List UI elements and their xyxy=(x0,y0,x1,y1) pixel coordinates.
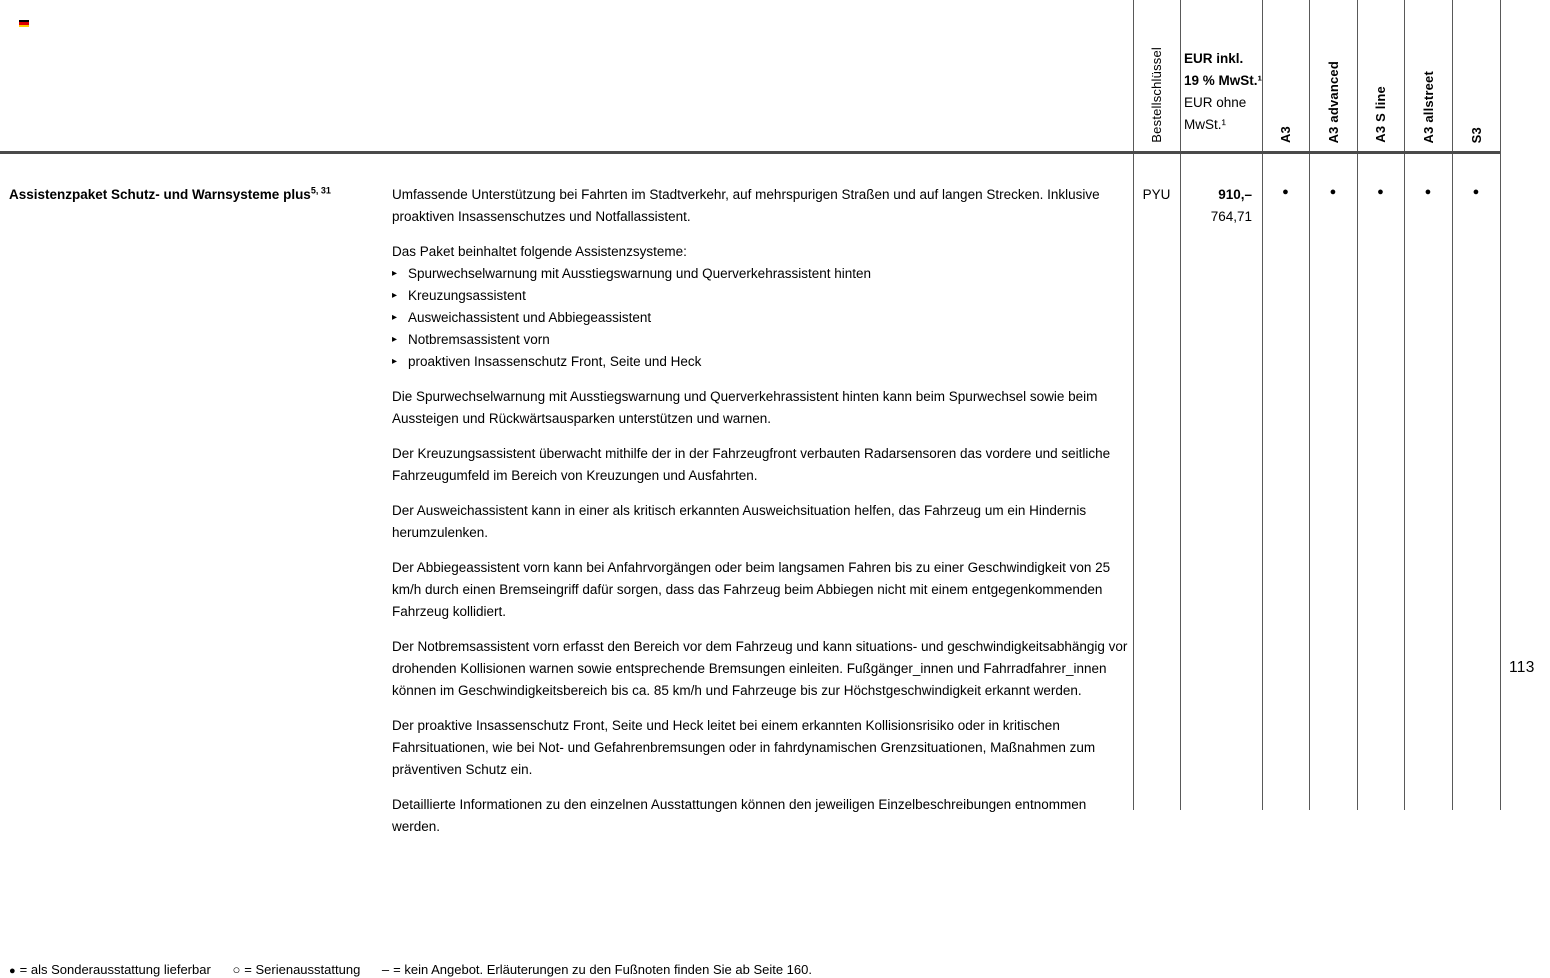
model-column-label: A3 advanced xyxy=(1325,60,1341,143)
price-column-header xyxy=(1184,48,1262,136)
legend-text: = als Sonderausstattung lieferbar xyxy=(19,962,211,977)
feature-list xyxy=(392,263,1129,373)
legend-item-not-offered xyxy=(382,962,812,977)
availability-dot-icon-a3-allstreet: ● xyxy=(1424,186,1432,198)
model-column-header-a3-s-line xyxy=(1357,0,1404,148)
order-code-column-label: Bestellschlüssel xyxy=(1149,47,1164,143)
feature-text: Spurwechselwarnung mit Ausstiegswarnung und Querverkehrassistent hinten xyxy=(408,266,872,281)
order-code-cell: PYU xyxy=(1142,187,1171,202)
column-divider xyxy=(1180,0,1181,810)
model-column-header-a3 xyxy=(1262,0,1309,148)
description-paragraph: Der Ausweichassistent kann in einer als kritisch erkannten Ausweichsituation helfen, das Fahrzeug um ein Hindernis herumzulenken. xyxy=(392,503,1087,540)
availability-dot-icon-a3-advanced: ● xyxy=(1329,186,1337,198)
open-dot-icon: ○ xyxy=(232,962,241,977)
feature-text: Kreuzungsassistent xyxy=(408,288,526,303)
price-header-line: EUR inkl. xyxy=(1184,51,1244,66)
option-description xyxy=(392,184,1129,851)
option-title-text: Assistenzpaket Schutz- und Warnsysteme plus xyxy=(9,187,311,202)
description-paragraph: Detaillierte Informationen zu den einzelnen Ausstattungen können den jeweiligen Einzelbeschreibungen entnommen werden. xyxy=(392,797,1087,834)
price-net: 764,71 xyxy=(1210,209,1252,224)
footer-legend xyxy=(9,962,1409,978)
price-gross: 910,– xyxy=(1218,187,1252,202)
description-paragraph: Der proaktive Insassenschutz Front, Seite und Heck leitet bei einem erkannten Kollisionsrisiko oder in kritischen Fahrsituationen, wie bei Not- und Gefahrenbremsungen oder in fahrdynamischen Grenzsituationen, Maßnahmen zum präventiven Schutz ein. xyxy=(392,718,1096,777)
german-flag-icon xyxy=(19,20,29,27)
filled-dot-icon: ● xyxy=(9,965,16,977)
model-column-header-s3 xyxy=(1452,0,1500,148)
availability-dot-icon-a3-s-line: ● xyxy=(1377,186,1384,198)
legend-item-standard xyxy=(232,962,363,977)
bullet-arrow-icon: ▸ xyxy=(392,356,398,367)
feature-list-item xyxy=(392,351,1129,373)
availability-dot-icon-s3: ● xyxy=(1472,186,1480,198)
price-header-line: 19 % MwSt.¹ xyxy=(1184,73,1263,88)
model-column-header-a3-advanced xyxy=(1309,0,1357,148)
bullet-arrow-icon: ▸ xyxy=(392,290,398,301)
feature-text: Ausweichassistent und Abbiegeassistent xyxy=(408,310,652,325)
model-column-label: A3 xyxy=(1278,125,1293,143)
dash-icon: – xyxy=(381,962,390,977)
bullet-arrow-icon: ▸ xyxy=(392,334,398,345)
price-header-line: EUR ohne xyxy=(1184,95,1247,110)
model-column-label: A3 S line xyxy=(1373,86,1388,143)
availability-dot-icon-a3: ● xyxy=(1282,186,1289,198)
feature-list-item xyxy=(392,307,1129,329)
legend-item-optional xyxy=(9,962,214,977)
legend-text: = Serienausstattung xyxy=(244,962,361,977)
feature-list-item xyxy=(392,285,1129,307)
description-paragraph: Umfassende Unterstützung bei Fahrten im Stadtverkehr, auf mehrspurigen Straßen und auf langen Strecken. Inklusive proaktiven Insassenschutzes und Notfallassistent. xyxy=(392,187,1100,224)
footnote-superscript: 5, 31 xyxy=(310,185,331,196)
header-rule xyxy=(0,151,1500,154)
description-paragraph: Der Kreuzungsassistent überwacht mithilfe der in der Fahrzeugfront verbauten Radarsensoren das vordere und seitliche Fahrzeugumfeld im Bereich von Kreuzungen und Ausfahrten. xyxy=(392,446,1111,483)
order-code-column-header xyxy=(1133,0,1180,148)
feature-text: proaktiven Insassenschutz Front, Seite und Heck xyxy=(408,354,702,369)
model-column-label: S3 xyxy=(1468,126,1484,143)
bullet-arrow-icon: ▸ xyxy=(392,312,398,323)
feature-text: Notbremsassistent vorn xyxy=(408,332,550,347)
page-number: 113 xyxy=(1509,659,1535,676)
description-paragraph: Der Notbremsassistent vorn erfasst den Bereich vor dem Fahrzeug und kann situations- und geschwindigkeitsabhängig vor drohenden Kollisionen warnen sowie entsprechende Bremsungen einleiten. Fußgänger_innen und Fahrradfahrer_innen können im Geschwindigkeitsbereich bis ca. 85 km/h und Fahrzeuge bis zur Höchstgeschwindigkeit erkannt werden. xyxy=(392,639,1128,698)
legend-text: = kein Angebot. Erläuterungen zu den Fußnoten finden Sie ab Seite 160. xyxy=(393,962,812,977)
model-column-label: A3 allstreet xyxy=(1420,70,1436,143)
model-column-header-a3-allstreet xyxy=(1404,0,1452,148)
description-paragraph: Die Spurwechselwarnung mit Ausstiegswarnung und Querverkehrassistent hinten kann beim Spurwechsel sowie beim Aussteigen und Rückwärtsausparken unterstützen und warnen. xyxy=(392,389,1098,426)
option-row-title xyxy=(9,184,381,206)
feature-list-item xyxy=(392,329,1129,351)
price-cell xyxy=(1180,184,1252,228)
column-divider xyxy=(1500,0,1501,810)
feature-list-item xyxy=(392,263,1129,285)
description-list-intro: Das Paket beinhaltet folgende Assistenzsysteme: xyxy=(392,244,687,259)
description-paragraph: Der Abbiegeassistent vorn kann bei Anfahrvorgängen oder beim langsamen Fahren bis zu einer Geschwindigkeit von 25 km/h durch einen Bremseingriff dafür sorgen, dass das Fahrzeug beim Abbiegen nicht mit einem entgegenkommenden Fahrzeug kollidiert. xyxy=(392,560,1111,619)
price-header-line: MwSt.¹ xyxy=(1184,117,1226,132)
bullet-arrow-icon: ▸ xyxy=(392,268,398,279)
